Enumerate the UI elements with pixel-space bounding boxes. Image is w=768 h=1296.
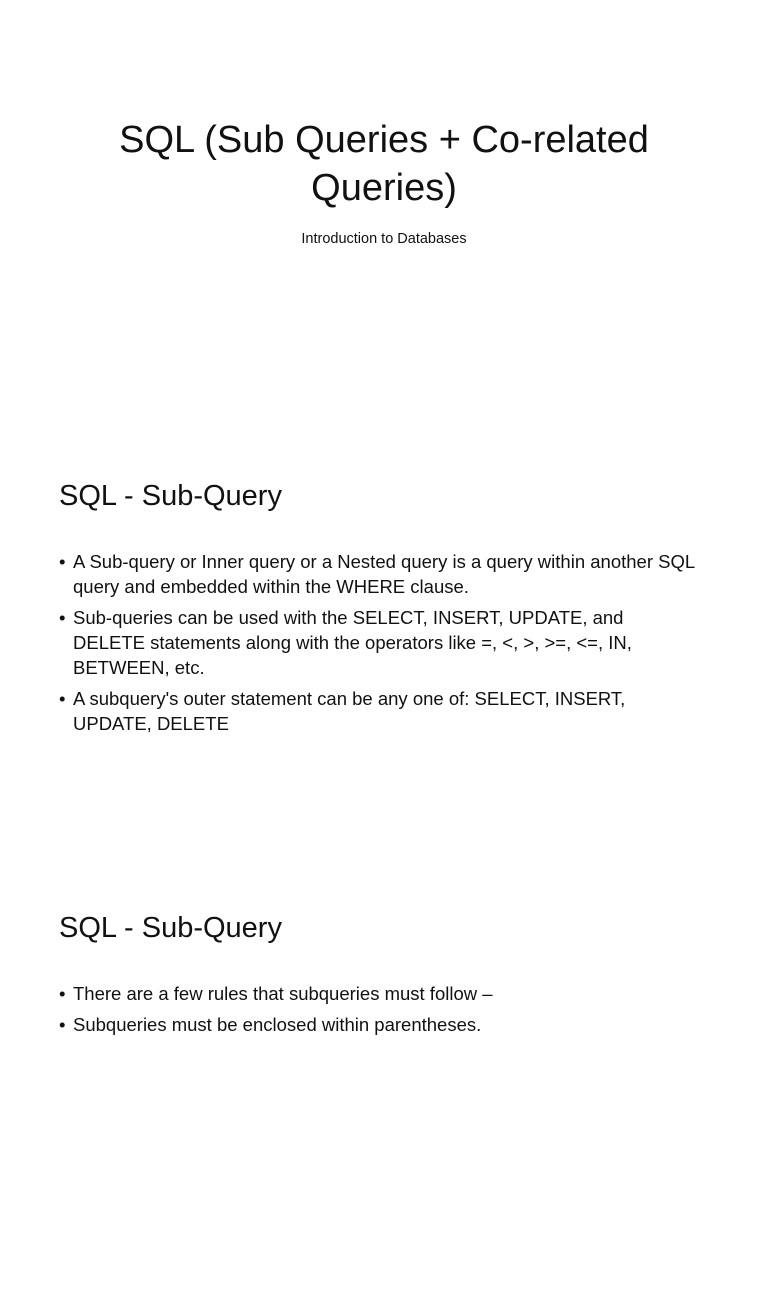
content-slide-1 <box>0 432 768 864</box>
bullet-icon: • <box>59 983 66 1004</box>
bullet-list <box>59 549 699 742</box>
bullet-item <box>59 549 699 599</box>
bullet-text: There are a few rules that subqueries must follow – <box>73 983 493 1004</box>
bullet-text: A Sub-query or Inner query or a Nested query is a query within another SQL query and embedded within the WHERE clause. <box>73 551 695 597</box>
bullet-item <box>59 1012 699 1037</box>
title-slide <box>0 0 768 432</box>
slide-heading: SQL - Sub-Query <box>59 480 282 512</box>
content-slide-2 <box>0 864 768 1296</box>
bullet-icon: • <box>59 551 66 572</box>
bullet-list <box>59 981 699 1043</box>
bullet-text: A subquery's outer statement can be any one of: SELECT, INSERT, UPDATE, DELETE <box>73 688 626 734</box>
bullet-text: Sub-queries can be used with the SELECT, INSERT, UPDATE, and DELETE statements along with the operators like =, <, >, >=, <=, IN, BETWEEN, etc. <box>73 607 632 678</box>
presentation-title: SQL (Sub Queries + Co-related Queries) <box>119 119 649 209</box>
presentation-subtitle: Introduction to Databases <box>301 231 467 247</box>
bullet-icon: • <box>59 607 66 628</box>
slide-heading: SQL - Sub-Query <box>59 912 282 944</box>
bullet-icon: • <box>59 1014 66 1035</box>
bullet-item <box>59 981 699 1006</box>
bullet-icon: • <box>59 688 66 709</box>
bullet-item <box>59 686 699 736</box>
bullet-item <box>59 605 699 680</box>
bullet-text: Subqueries must be enclosed within parentheses. <box>73 1014 482 1035</box>
